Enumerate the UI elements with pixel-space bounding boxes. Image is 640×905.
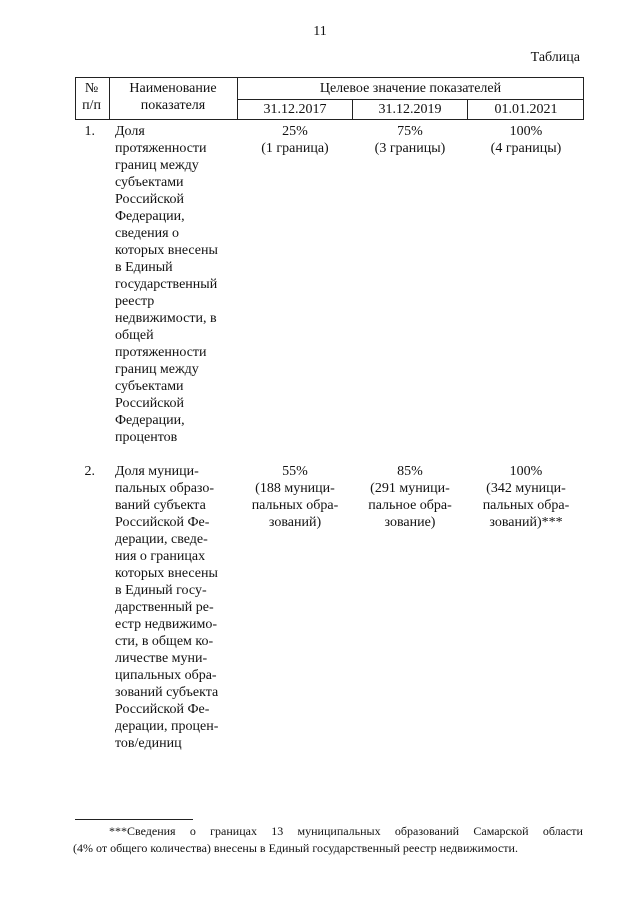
name-line: протяженности xyxy=(115,141,207,156)
name-line: сведения о xyxy=(115,226,180,241)
value-line: зований) xyxy=(268,515,322,530)
name-line: пальных образо- xyxy=(115,481,215,496)
table-header xyxy=(75,77,584,120)
value-line: 100% xyxy=(509,124,543,139)
page-number: 11 xyxy=(313,24,327,39)
row-number: 1. xyxy=(84,124,95,139)
name-line: протяженности xyxy=(115,345,207,360)
indicator-name xyxy=(115,463,235,752)
footnote-word: 13 xyxy=(271,824,284,838)
value-line: 55% xyxy=(282,464,308,479)
table-label: Таблица xyxy=(530,50,580,65)
name-line: реестр xyxy=(115,294,155,309)
footnote-word: области xyxy=(542,824,583,838)
value-line: (342 муници- xyxy=(486,481,566,496)
name-line: которых внесены xyxy=(115,243,218,258)
name-line: Доля xyxy=(115,124,145,139)
header-num xyxy=(75,80,108,114)
footnote-word: границах xyxy=(210,824,257,838)
value-line: (291 муници- xyxy=(370,481,450,496)
footnote-line-1 xyxy=(73,823,583,840)
table-row xyxy=(75,458,584,758)
name-line: в Единый госу- xyxy=(115,583,207,598)
header-target-title: Целевое значение показателей xyxy=(319,81,502,96)
name-line: Федерации, xyxy=(115,413,185,428)
value-2021 xyxy=(468,463,584,531)
row-number: 2. xyxy=(84,464,95,479)
header-num-line-2: п/п xyxy=(82,98,101,113)
value-line: 75% xyxy=(397,124,423,139)
table-row xyxy=(75,120,584,458)
name-line: ния о границах xyxy=(115,549,206,564)
name-line: Российской Фе- xyxy=(115,702,210,717)
value-2017 xyxy=(238,463,352,531)
name-line: сти, в общем ко- xyxy=(115,634,214,649)
name-line: личестве муни- xyxy=(115,651,208,666)
value-line: пальных обра- xyxy=(251,498,339,513)
header-date-2019: 31.12.2019 xyxy=(378,102,442,117)
name-line: субъектами xyxy=(115,175,184,190)
footnote-word: ***Сведения xyxy=(109,824,176,838)
name-line: государственный xyxy=(115,277,218,292)
indicator-name xyxy=(115,123,235,446)
header-num-line-1: № xyxy=(84,81,99,96)
name-line: в Единый xyxy=(115,260,173,275)
value-line: пальных обра- xyxy=(482,498,570,513)
name-line: которых внесены xyxy=(115,566,218,581)
footnote-rule xyxy=(75,819,193,820)
value-line: зований)*** xyxy=(489,515,563,530)
footnote-word: Самарской xyxy=(473,824,529,838)
value-line: 25% xyxy=(282,124,308,139)
header-date-2021: 01.01.2021 xyxy=(494,102,558,117)
footnote-line-2: (4% от общего количества) внесены в Единый государственный реестр недвижимости. xyxy=(73,841,518,855)
footnote-word: образований xyxy=(394,824,460,838)
value-2019 xyxy=(353,123,467,157)
header-name xyxy=(111,80,235,114)
name-line: субъектами xyxy=(115,379,184,394)
value-line: зование) xyxy=(384,515,436,530)
header-name-line-1: Наименование xyxy=(129,81,217,96)
value-2019 xyxy=(353,463,467,531)
name-line: Российской xyxy=(115,192,184,207)
value-line: 100% xyxy=(509,464,543,479)
name-line: дарственный ре- xyxy=(115,600,214,615)
footnote-word: муниципальных xyxy=(297,824,381,838)
header-date-2017: 31.12.2017 xyxy=(263,102,327,117)
name-line: ваний субъекта xyxy=(115,498,206,513)
value-2021 xyxy=(468,123,584,157)
name-line: дерации, сведе- xyxy=(115,532,208,547)
name-line: общей xyxy=(115,328,154,343)
name-line: границ между xyxy=(115,158,199,173)
name-line: Доля муници- xyxy=(115,464,199,479)
footnote xyxy=(73,823,583,857)
name-line: процентов xyxy=(115,430,178,445)
name-line: естр недвижимо- xyxy=(115,617,217,632)
name-line: границ между xyxy=(115,362,199,377)
footnote-word: о xyxy=(189,824,196,838)
name-line: недвижимости, в xyxy=(115,311,217,326)
name-line: Федерации, xyxy=(115,209,185,224)
name-line: зований субъекта xyxy=(115,685,219,700)
name-line: Российской xyxy=(115,396,184,411)
name-line: ципальных обра- xyxy=(115,668,217,683)
value-line: (3 границы) xyxy=(374,141,446,156)
value-2017 xyxy=(238,123,352,157)
name-line: дерации, процен- xyxy=(115,719,219,734)
name-line: Российской Фе- xyxy=(115,515,210,530)
value-line: пальное обра- xyxy=(368,498,452,513)
value-line: (188 муници- xyxy=(255,481,335,496)
name-line: тов/единиц xyxy=(115,736,182,751)
value-line: (1 граница) xyxy=(261,141,329,156)
indicators-table xyxy=(75,77,584,758)
value-line: 85% xyxy=(397,464,423,479)
header-name-line-2: показателя xyxy=(140,98,206,113)
value-line: (4 границы) xyxy=(490,141,562,156)
